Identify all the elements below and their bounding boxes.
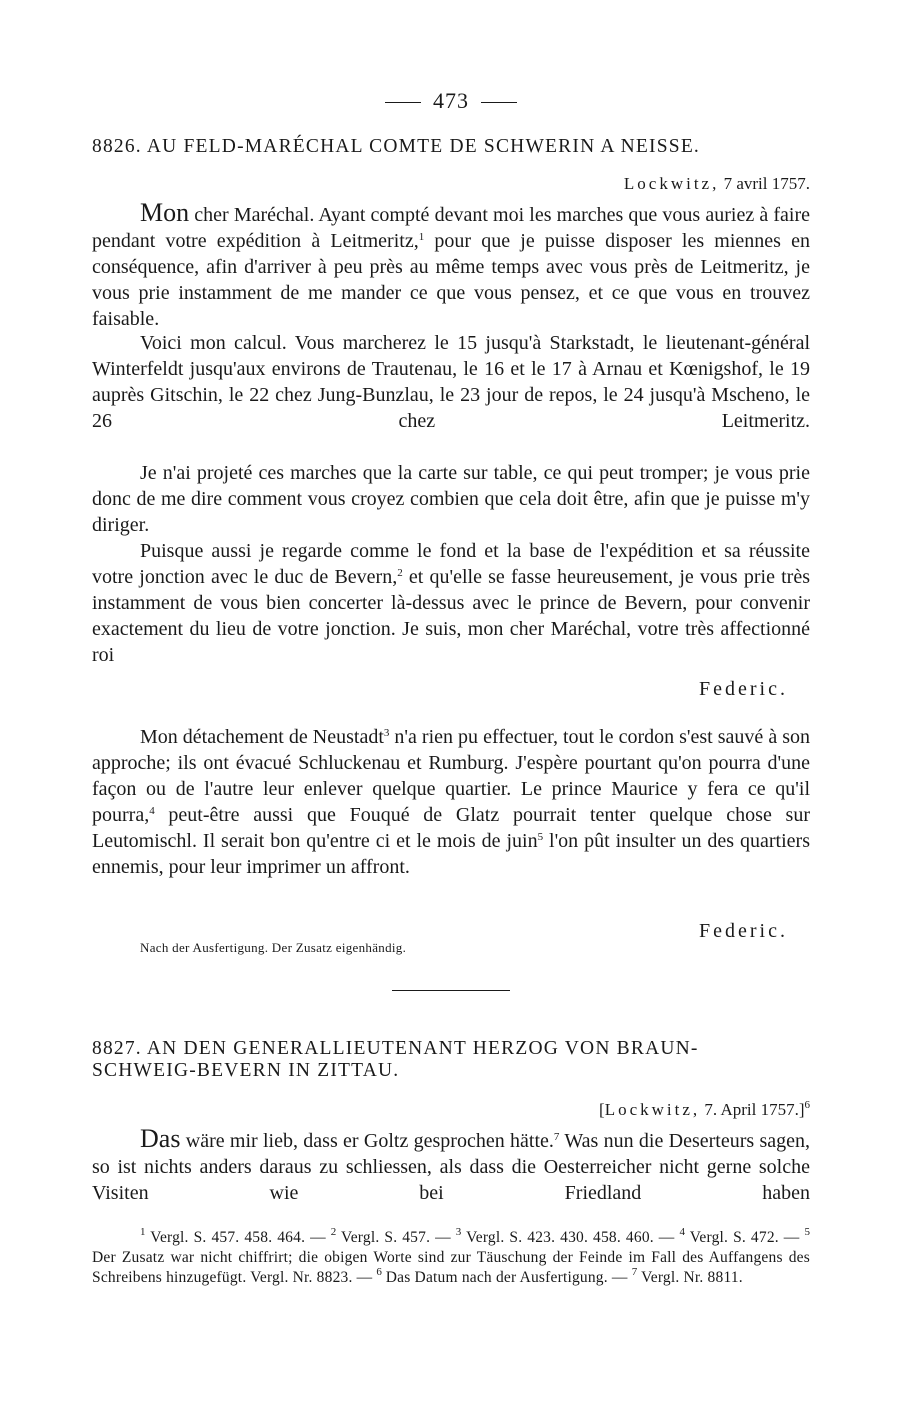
- footnote-number: 7: [631, 1266, 638, 1278]
- footnote-marker: 1: [418, 231, 425, 243]
- footnote-text: Vergl. Nr. 8811.: [641, 1269, 743, 1286]
- letter-paragraph-3: Je n'ai projeté ces marches que la carte sur table, ce qui peut tromper; je vous prie donc de me dire comment vous croyez combien que cela doit être, afin que je puisse m'y diriger.: [92, 462, 810, 536]
- letter-heading-8826: 8826. AU FELD-MARÉCHAL COMTE DE SCHWERIN A NEISSE.: [92, 136, 700, 157]
- footnote-number: 3: [455, 1226, 462, 1238]
- footnote-text: Vergl. S. 423. 430. 458. 460. —: [466, 1229, 680, 1246]
- dateline-date: 7 avril 1757.: [723, 174, 810, 193]
- footnote-marker: 4: [149, 805, 155, 817]
- paragraph-text: et qu'elle se fasse heureusement, je vous prie très instamment de vous bien concerter là-dessus avec le prince de Bevern, pour convenir exactement du lieu de votre jonction. Je suis, mon cher Maréchal, votre très affectionné roi: [92, 566, 811, 666]
- section-divider: [392, 990, 510, 991]
- page-number-line: [92, 88, 810, 114]
- footnote-text: Vergl. S. 457. —: [341, 1229, 456, 1246]
- footnote-marker: 3: [383, 727, 390, 739]
- paragraph-text: l'on pût insulter un des quartiers ennemis, pour leur imprimer un affront.: [92, 830, 810, 878]
- signature-federic: Federic.: [699, 678, 788, 700]
- page-number-dash-left: [385, 102, 421, 103]
- page-number: 473: [433, 88, 469, 113]
- paragraph-text: wäre mir lieb, dass er Goltz gesprochen hätte.: [180, 1130, 554, 1152]
- footnote-text: Der Zusatz war nicht chiffrirt; die obigen Worte sind zur Täuschung der Feinde im Fall des Auffangens des Schreibens hinzugefügt. Vergl. Nr. 8823. —: [92, 1249, 810, 1286]
- postscript-paragraph: [92, 724, 810, 880]
- footnote-text: Vergl. S. 472. —: [689, 1229, 805, 1246]
- footnote-marker: 6: [804, 1099, 810, 1111]
- footnote-number: 2: [330, 1226, 337, 1238]
- paragraph-text: Was nun die Deserteurs sagen, so ist nichts anders daraus zu schliessen, als dass die Oesterreicher nicht gerne solche Visiten wie bei Friedland haben: [92, 1130, 810, 1204]
- footnotes: [92, 1228, 810, 1288]
- source-note: Nach der Ausfertigung. Der Zusatz eigenhändig.: [140, 940, 407, 955]
- letter-dateline-8827: [599, 1100, 810, 1120]
- footnote-text: Das Datum nach der Ausfertigung. —: [385, 1269, 632, 1286]
- letter-paragraph-2: Voici mon calcul. Vous marcherez le 15 jusqu'à Starkstadt, le lieutenant-général Winterfeldt jusqu'aux environs de Trautenau, le 16 et le 17 à Arnau et Kœnigshof, le 19 auprès Gitschin, le 22 chez Jung-Bunzlau, le 23 jour de repos, le 24 jusqu'à Mscheno, le 26 chez Leitmeritz.: [92, 332, 810, 432]
- paragraph-text: cher Maréchal. Ayant compté devant moi les marches que vous auriez à faire pendant votre expédition à Leitmeritz,: [92, 204, 810, 252]
- footnote-marker: 7: [553, 1131, 560, 1143]
- heading-line-1: 8827. AN DEN GENERALLIEUTENANT HERZOG VON BRAUN-: [92, 1038, 699, 1059]
- footnote-number: 6: [376, 1266, 382, 1278]
- letter-paragraph-8827: [92, 1126, 810, 1206]
- footnote-marker: 5: [537, 831, 544, 843]
- footnote-marker: 2: [397, 567, 403, 579]
- paragraph-text: Mon détachement de Neustadt: [140, 726, 384, 748]
- page-number-dash-right: [481, 102, 517, 103]
- paragraph-opening-word: Das: [140, 1124, 181, 1153]
- footnote-text: Vergl. S. 457. 458. 464. —: [150, 1229, 331, 1246]
- footnote-number: 1: [140, 1226, 146, 1238]
- paragraph-text: pour que je puisse disposer les miennes en conséquence, afin d'arriver à peu près au même temps avec vous près de Leitmeritz, je vous prie instamment de me mander ce que vous pensez, et ce que vous en trouvez faisable.: [92, 230, 811, 330]
- letter-heading-8827: [92, 1038, 810, 1082]
- dateline-place: Lockwitz,: [604, 1100, 701, 1119]
- paragraph-text: peut-être aussi que Fouqué de Glatz pourrait tenter quelque chose sur Leutomischl. Il serait bon qu'entre ci et le mois de juin: [92, 804, 810, 852]
- paragraph-opening-word: Mon: [140, 198, 190, 227]
- footnote-number: 4: [679, 1226, 685, 1238]
- letter-paragraph-4: [92, 538, 810, 668]
- signature-federic-postscript: Federic.: [699, 920, 788, 942]
- paragraph-text: n'a rien pu effectuer, tout le cordon s'est sauvé à son approche; ils ont évacué Schluckenau et Rumburg. J'espère pourtant qu'on pourra d'une façon ou de l'autre leur enlever quelque quartier. Le prince Maurice y fera ce qu'il pourra,: [92, 726, 811, 826]
- footnote-number: 5: [804, 1226, 810, 1238]
- paragraph-text: Puisque aussi je regarde comme le fond et la base de l'expédition et sa réussite votre jonction avec le duc de Bevern,: [92, 540, 810, 588]
- dateline-bracket: [: [599, 1100, 605, 1119]
- letter-paragraph-1: [92, 200, 810, 332]
- heading-line-2: SCHWEIG-BEVERN IN ZITTAU.: [92, 1060, 400, 1081]
- dateline-place: Lockwitz,: [623, 174, 720, 193]
- dateline-date: 7. April 1757.]: [704, 1100, 805, 1119]
- letter-dateline-8826: [624, 174, 810, 194]
